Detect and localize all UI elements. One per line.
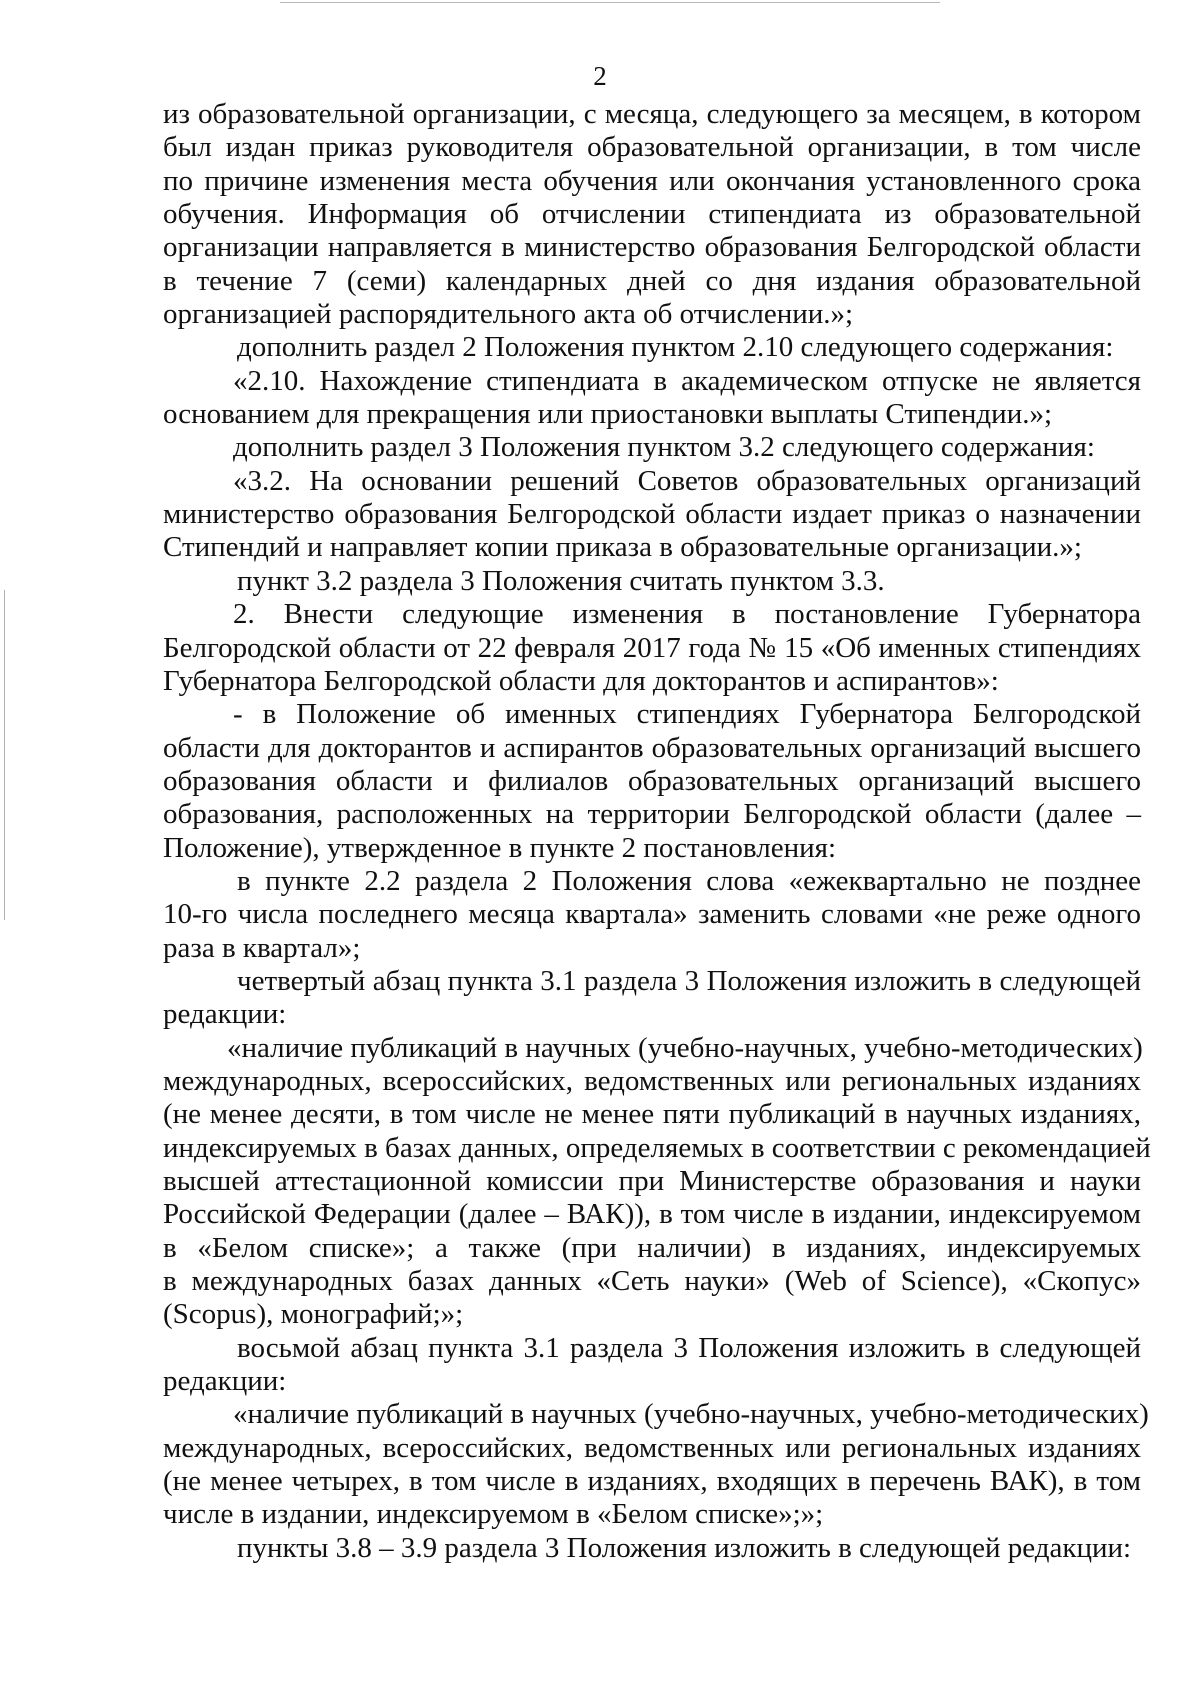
text-line: Стипендий и направляет копии приказа в образовательные организации.»; xyxy=(163,531,1082,564)
text-line: раза в квартал»; xyxy=(163,931,361,964)
text-line: высшей аттестационной комиссии при Министерстве образования и науки xyxy=(163,1165,1141,1197)
scan-edge-line-left xyxy=(4,590,5,920)
text-line: восьмой абзац пункта 3.1 раздела 3 Положения изложить в следующей xyxy=(237,1331,1141,1364)
text-line: в течение 7 (семи) календарных дней со дня издания образовательной xyxy=(163,264,1141,297)
text-line: международных, всероссийских, ведомственных или региональных изданиях xyxy=(163,1064,1141,1097)
document-body xyxy=(163,98,1151,1565)
text-line: дополнить раздел 2 Положения пунктом 2.10 следующего содержания: xyxy=(237,331,1114,364)
text-line: (не менее десяти, в том числе не менее пяти публикаций в научных изданиях, xyxy=(163,1098,1141,1131)
text-line: пункт 3.2 раздела 3 Положения считать пунктом 3.3. xyxy=(237,564,885,597)
text-line: Российской Федерации (далее – ВАК)), в том числе в издании, индексируемом xyxy=(163,1198,1141,1231)
text-line: международных, всероссийских, ведомственных или региональных изданиях xyxy=(163,1431,1141,1464)
text-line: пункты 3.8 – 3.9 раздела 3 Положения изложить в следующей редакции: xyxy=(237,1531,1132,1564)
text-line: - в Положение об именных стипендиях Губернатора Белгородской xyxy=(233,698,1141,731)
text-line: числе в издании, индексируемом в «Белом списке»;»; xyxy=(163,1498,824,1531)
text-line: индексируемых в базах данных, определяемых в соответствии с рекомендацией xyxy=(163,1131,1151,1164)
text-line: образования, расположенных на территории Белгородской области (далее – xyxy=(163,798,1141,831)
text-line: из образовательной организации, с месяца, следующего за месяцем, в котором xyxy=(163,98,1141,130)
page-number: 2 xyxy=(593,61,607,91)
text-line: четвертый абзац пункта 3.1 раздела 3 Положения изложить в следующей xyxy=(237,964,1141,997)
text-line: был издан приказ руководителя образовательной организации, в том числе xyxy=(163,131,1141,164)
text-line: в «Белом списке»; а также (при наличии) в изданиях, индексируемых xyxy=(163,1231,1141,1264)
text-line: организации направляется в министерство образования Белгородской области xyxy=(163,231,1141,264)
text-line: Белгородской области от 22 февраля 2017 года № 15 «Об именных стипендиях xyxy=(163,631,1141,664)
text-line: Положение), утвержденное в пункте 2 постановления: xyxy=(163,831,837,864)
text-line: редакции: xyxy=(163,998,287,1031)
text-line: министерство образования Белгородской области издает приказ о назначении xyxy=(163,498,1141,531)
text-line: в пункте 2.2 раздела 2 Положения слова «ежеквартально не позднее xyxy=(237,864,1141,897)
text-line: дополнить раздел 3 Положения пунктом 3.2 следующего содержания: xyxy=(233,431,1095,464)
text-line: по причине изменения места обучения или окончания установленного срока xyxy=(163,164,1141,197)
text-line: «3.2. На основании решений Советов образовательных организаций xyxy=(233,464,1141,497)
text-line: «2.10. Нахождение стипендиата в академическом отпуске не является xyxy=(233,364,1141,397)
text-line: (Scopus), монографий;»; xyxy=(163,1298,464,1331)
text-line: области для докторантов и аспирантов образовательных организаций высшего xyxy=(163,731,1141,764)
text-line: обучения. Информация об отчислении стипендиата из образовательной xyxy=(163,198,1141,231)
text-line: «наличие публикаций в научных (учебно-научных, учебно-методических) xyxy=(227,1031,1143,1064)
text-line: редакции: xyxy=(163,1365,287,1398)
text-line: 2. Внести следующие изменения в постановление Губернатора xyxy=(233,598,1141,631)
text-line: образования области и филиалов образовательных организаций высшего xyxy=(163,764,1141,797)
text-line: организацией распорядительного акта об отчислении.»; xyxy=(163,298,854,331)
scan-edge-line xyxy=(280,2,940,3)
text-line: Губернатора Белгородской области для докторантов и аспирантов»: xyxy=(163,664,999,697)
text-line: в международных базах данных «Сеть науки» (Web of Science), «Скопус» xyxy=(163,1265,1141,1298)
text-line: 10-го числа последнего месяца квартала» заменить словами «не реже одного xyxy=(163,898,1141,931)
text-line: «наличие публикаций в научных (учебно-научных, учебно-методических) xyxy=(233,1398,1149,1431)
text-line: основанием для прекращения или приостановки выплаты Стипендии.»; xyxy=(163,398,1053,431)
text-line: (не менее четырех, в том числе в изданиях, входящих в перечень ВАК), в том xyxy=(163,1465,1141,1498)
